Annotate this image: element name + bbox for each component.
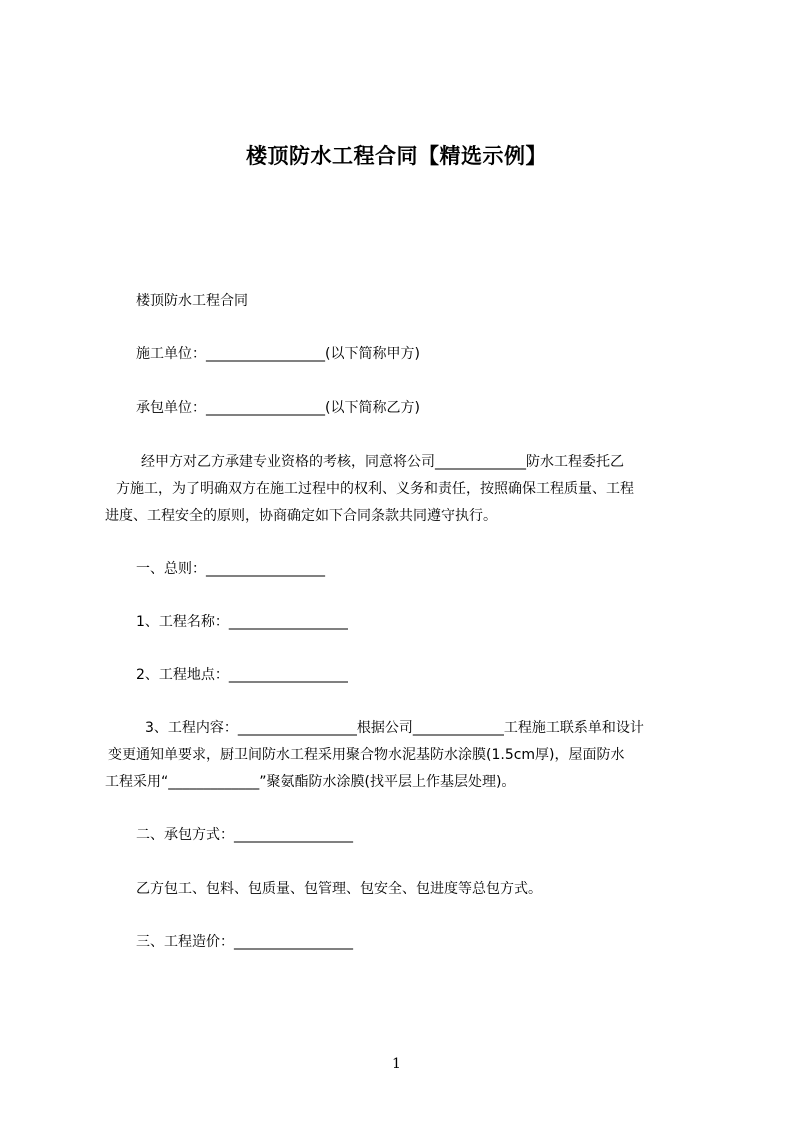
- intro-paragraph-line-1: 经甲方对乙方承建专业资格的考核，同意将公司_____________防水工程委托乙: [141, 454, 624, 470]
- contract-heading: 楼顶防水工程合同: [136, 293, 248, 309]
- project-location-line: 2、工程地点：_________________: [136, 667, 348, 683]
- intro-paragraph-line-2: 方施工，为了明确双方在施工过程中的权利、义务和责任，按照确保工程质量、工程: [116, 481, 634, 497]
- intro-paragraph-line-3: 进度、工程安全的原则，协商确定如下合同条款共同遵守执行。: [105, 508, 497, 524]
- project-content-line-3: 工程采用“_____________”聚氨酯防水涂膜(找平层上作基层处理)。: [105, 774, 516, 790]
- page-number: 1: [392, 1056, 401, 1072]
- page-title: 楼顶防水工程合同【精选示例】: [246, 144, 547, 168]
- contractor-unit-line: 承包单位：_________________(以下简称乙方): [136, 400, 420, 416]
- section-general: 一、总则：_________________: [136, 561, 325, 577]
- project-name-line: 1、工程名称：_________________: [136, 614, 348, 630]
- project-content-line-2: 变更通知单要求，厨卫间防水工程采用聚合物水泥基防水涂膜(1.5cm厚)，屋面防水: [108, 747, 625, 763]
- project-content-line-1: 3、工程内容：_________________根据公司_____________工程施工联系单和设计: [145, 720, 644, 736]
- construction-unit-line: 施工单位：_________________(以下简称甲方): [136, 346, 420, 362]
- section-contract-method: 二、承包方式：_________________: [136, 827, 353, 843]
- contract-method-text: 乙方包工、包料、包质量、包管理、包安全、包进度等总包方式。: [136, 881, 542, 897]
- section-project-cost: 三、工程造价：_________________: [136, 934, 353, 950]
